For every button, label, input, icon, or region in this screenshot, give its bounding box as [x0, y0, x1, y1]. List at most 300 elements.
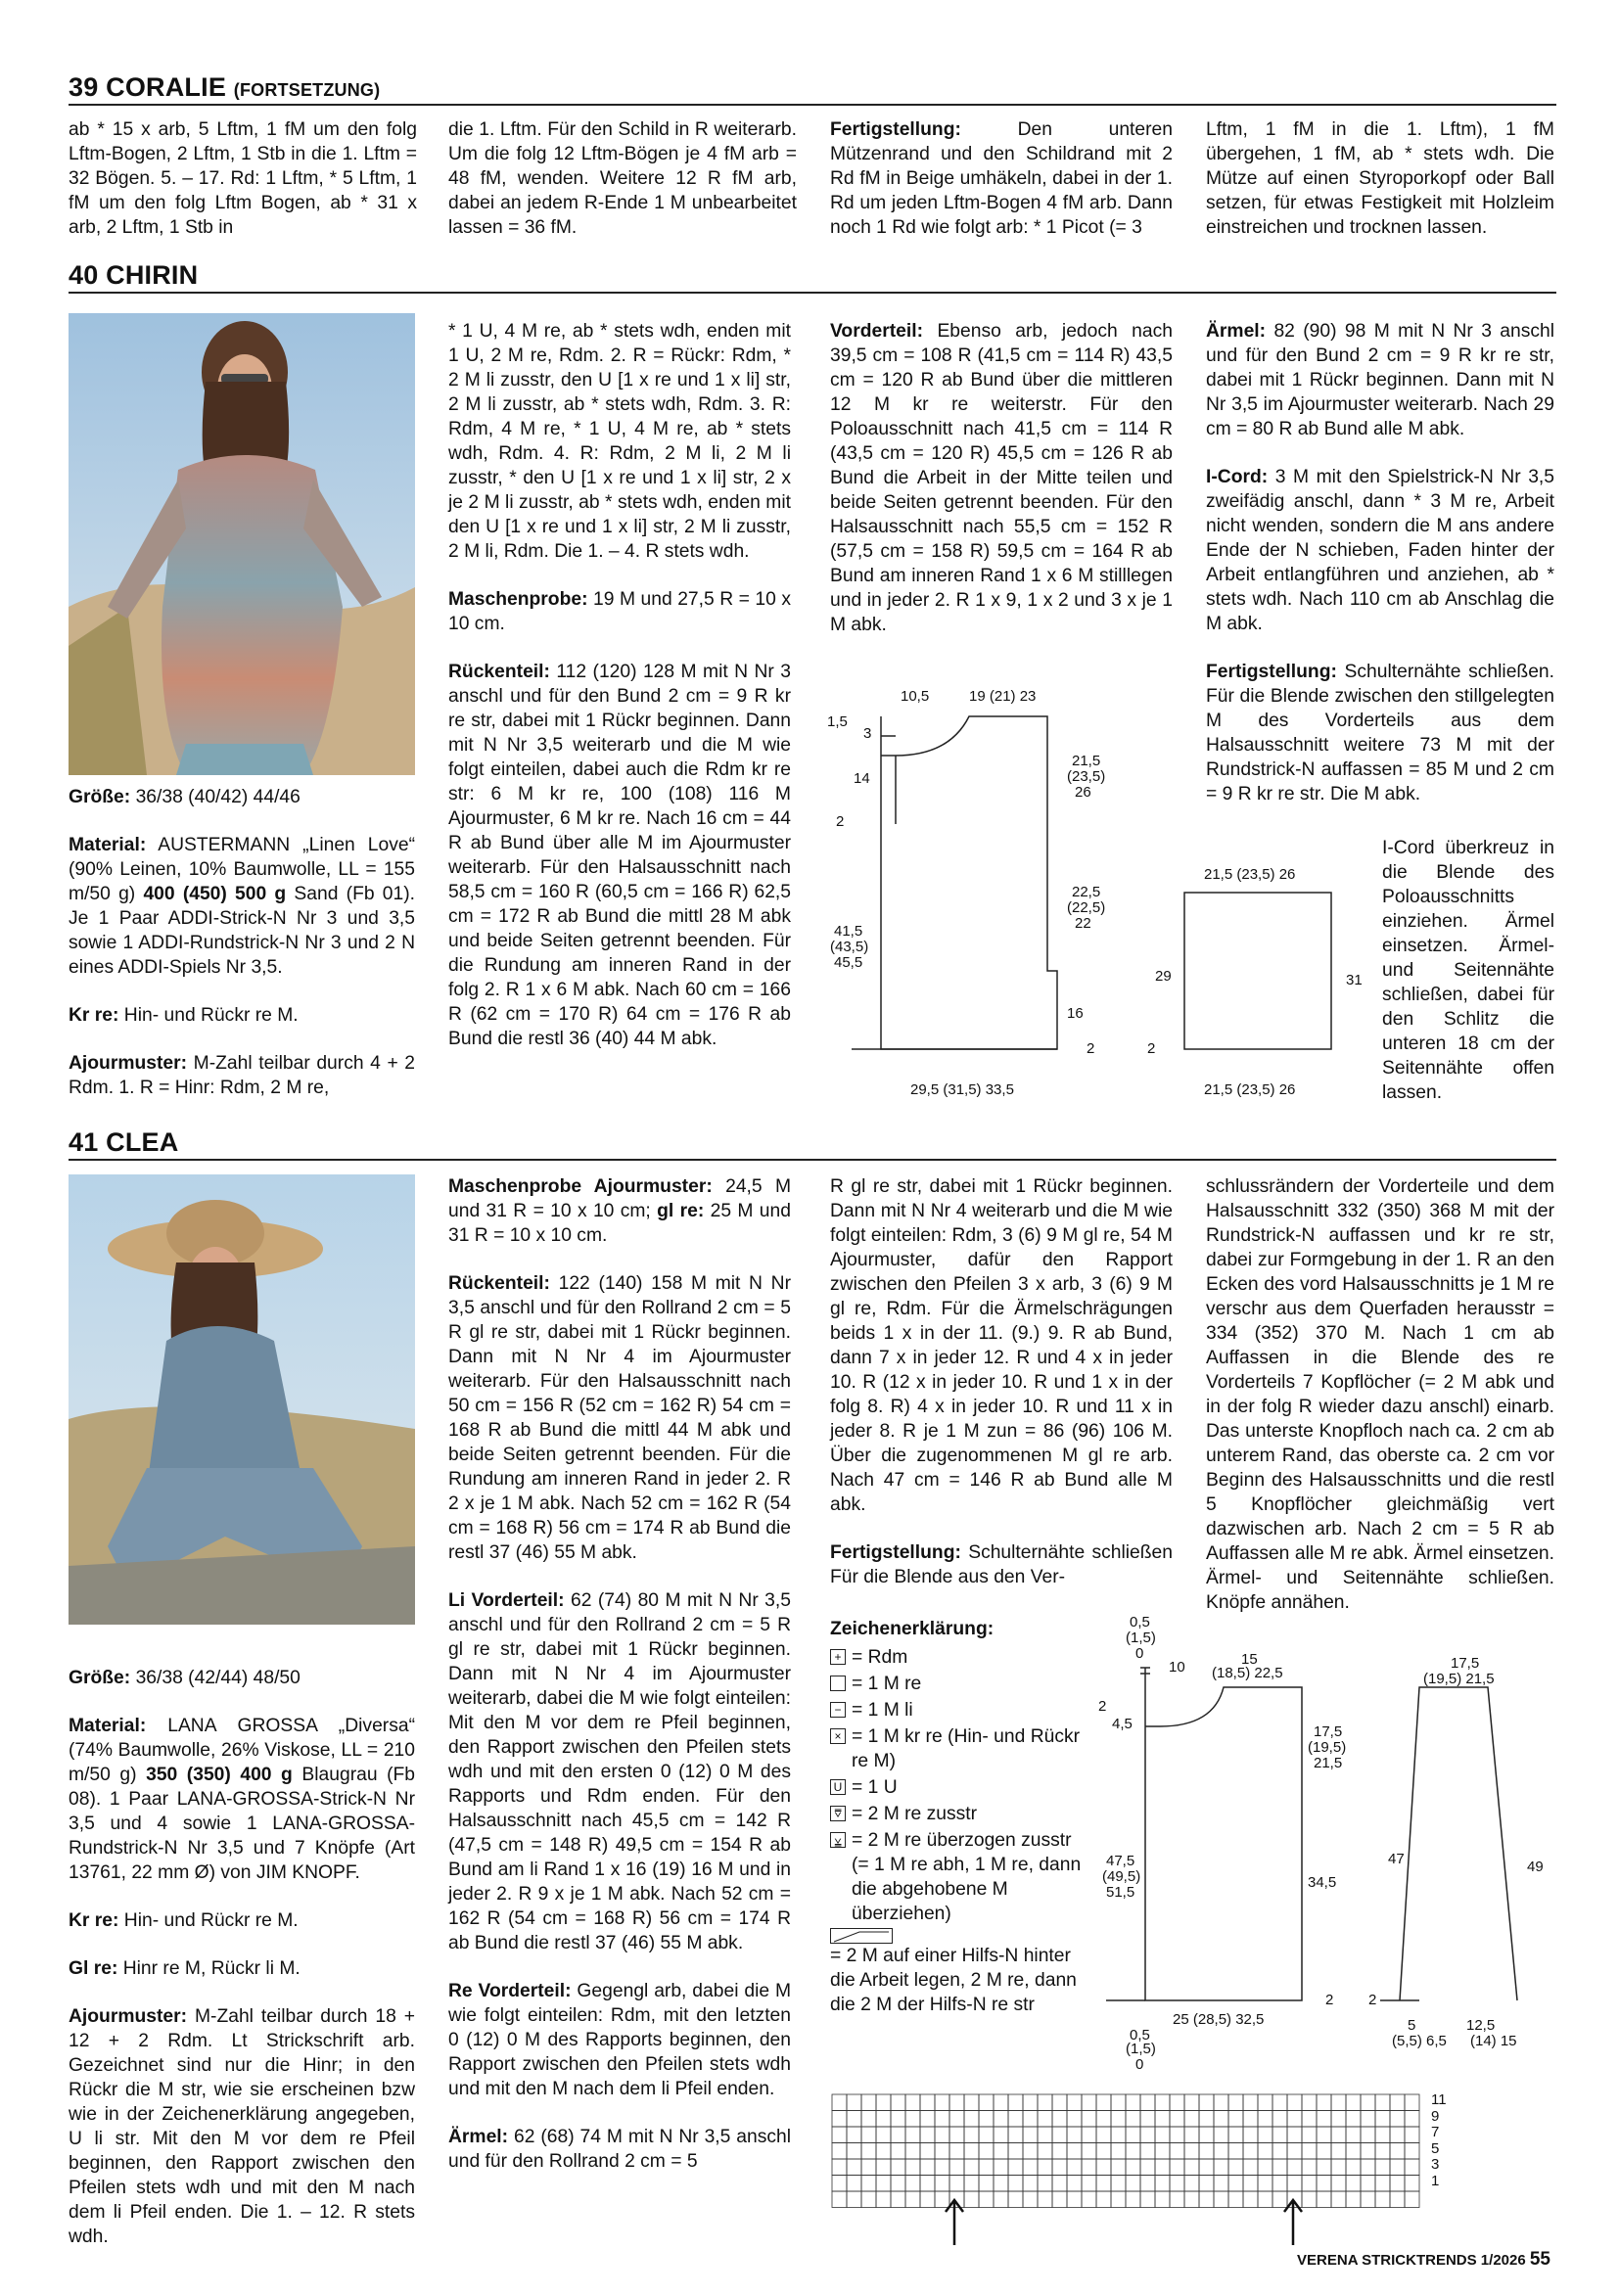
chart-cell [1346, 2127, 1361, 2143]
chart-cell [1023, 2094, 1038, 2111]
clea-specs: Größe: 36/38 (42/44) 48/50 Material: LANA GROSSA „Diversa“ (74% Baumwolle, 26% Viskose, LL = 210 m/50 g) 350 (350) 400 g Blaugrau (Fb 08). 1 Paar LANA-GROSSA-Strick-N Nr 3,5 und 4 sowie 1 LANA-GROSSA-Rundstrick-N Nr 3,5 und 7 Knöpfe (Art 13761, 22 mm Ø) von JIM KNOPF. Kr re: Hin- und Rückr re M. Gl re: Hinr re M, Rückr li M. Ajourmuster: M-Zahl teilbar durch 18 + 12 + 2 Rdm. Lt Strickschrift arb. Gezeichnet sind nur die Hinr; in den Rückr die M str, wie sie erscheinen bzw wie in der Zeichenerklärung angegeben, U li str. Mit den M vor dem re Pfeil beginnen, den Rapport zwischen den Pfeilen stets wdh und mit den M nach dem li Pfeil enden. Die 1. – 12. R stets wdh. [69, 1668, 416, 2247]
chart-cell [1375, 2094, 1390, 2111]
chart-cell [1126, 2094, 1140, 2111]
clea-col-3: R gl re str, dabei mit 1 Rückr beginnen. Dann mit N Nr 4 weiterarb und die M wie folgt einteilen: Rdm, 3 (6) 9 M gl re, 54 M Ajourmuster, dafür den Rapport zwischen den Pfeilen 3 x arb, 3 (6) 9 M gl re, Rdm. Für die Ärmelschrägungen beids 1 x in der 11. (9.) 9. R ab Bund, dann 7 x in jeder 12. R und 4 x in jeder 10. R (12 x in jeder 10. R und 1 x in der folg 8. R) 4 x in jeder 10. R und 11 x in jeder 8. R je 1 M zun = 86 (96) 106 M. Über die zugenommenen M gl re arb. Nach 47 cm = 146 R ab Bund alle M abk. Fertigstellung: Schulternähte schließen Für die Blende aus den Ver- [830, 1176, 1173, 1587]
svg-text:(5,5) 6,5: (5,5) 6,5 [1392, 2033, 1447, 2049]
chart-cell [994, 2111, 1008, 2128]
chart-cell [920, 2143, 935, 2160]
chart-cell [1170, 2127, 1184, 2143]
section-title-40: 40 CHIRIN [69, 260, 199, 290]
svg-text:(1,5): (1,5) [1126, 1630, 1156, 1646]
chart-cell [979, 2127, 994, 2143]
chart-cell [1375, 2127, 1390, 2143]
chart-cell [1214, 2111, 1228, 2128]
svg-text:(19,5) 21,5: (19,5) 21,5 [1423, 1671, 1495, 1687]
svg-text:19 (21) 23: 19 (21) 23 [969, 688, 1037, 705]
chart-cell [1258, 2127, 1272, 2143]
chart-cell [1405, 2143, 1419, 2160]
chart-cell [979, 2111, 994, 2128]
clea-col-2: Maschenprobe Ajourmuster: 24,5 M und 31 R = 10 x 10 cm; gl re: 25 M und 31 R = 10 x 10 cm. Rückenteil: 122 (140) 158 M mit N Nr 3,5 anschl und für den Rollrand 2 cm = 5 R gl re str, dabei mit 1 Rückr beginnen. Dann mit N Nr 4 im Ajourmuster weiterarb. Für den Halsausschnitt nach 50 cm = 156 R (52 cm = 162 R) 54 cm = 168 R ab Bund die mittl 44 M abk und beide Seiten getrennt beenden. Für die Rundung am inneren Rand in jeder 2. R 2 x je 1 M abk. Nach 52 cm = 162 R (54 cm = 168 R) 56 cm = 174 R ab Bund die restl 37 (46) 55 M abk. Li Vorderteil: 62 (74) 80 M mit N Nr 3,5 anschl und für den Rollrand 2 cm = 5 R gl re str, dabei mit 1 Rückr beginnen. Dann mit N Nr 4 im Ajourmuster weiterarb, dabei die M wie folgt einteilen: Mit den M vor dem re Pfeil beginnen, den Rapport zwischen den Pfeilen stets wdh und mit den ersten 0 (12) 0 M des Rapports und Rdm enden. Für den Halsausschnitt nach 45,5 cm = 142 R (47,5 cm = 148 R) 49,5 cm = 154 R ab Bund am li Rand 1 x 16 (19) 16 M und in jeder 2. R 9 x je 1 M abk. Nach 52 cm = 162 R (54 cm = 168 R) 56 cm = 174 R ab Bund die restl 37 (46) 55 M abk. Re Vorderteil: Gegengl arb, dabei die M wie folgt einteilen: Rdm, mit den letzten 0 (12) 0 M des Rapports beginnen, den Rapport zwischen den Pfeilen stets wdh und mit den M nach dem li Pfeil enden. Ärmel: 62 (68) 74 M mit N Nr 3,5 anschl und für den Rollrand 2 cm = 5 [448, 1176, 792, 2172]
chart-cell [1346, 2094, 1361, 2111]
chart-cell [1023, 2159, 1038, 2176]
chart-cell [1390, 2143, 1405, 2160]
chirin-schematic [822, 677, 1390, 1108]
chart-cell [949, 2094, 964, 2111]
chart-cell [1126, 2159, 1140, 2176]
svg-text:51,5: 51,5 [1106, 1884, 1135, 1901]
chart-cell [1243, 2191, 1258, 2208]
chart-cell [905, 2159, 920, 2176]
chart-cell [1126, 2191, 1140, 2208]
chart-cell [1199, 2143, 1214, 2160]
chart-cell [1126, 2176, 1140, 2192]
chart-cell [1111, 2111, 1126, 2128]
chart-cell [1052, 2111, 1067, 2128]
chart-cell [1287, 2127, 1302, 2143]
clea-photo [69, 1174, 415, 1625]
divider [69, 104, 1556, 106]
chart-row-numbers [1431, 2092, 1447, 2189]
legend-item-krre: × = 1 M kr re (Hin- und Rückr re M) [830, 1724, 1085, 1773]
chirin-col-4: Ärmel: 82 (90) 98 M mit N Nr 3 anschl und für den Bund 2 cm = 9 R kr re str, dabei mit 1 Rückr beginnen. Dann mit N Nr 3,5 im Ajourmuster weiterarb. Nach 29 cm = 80 R ab Bund alle M abk. I-Cord: 3 M mit den Spielstrick-N Nr 3,5 zweifädig anschl, dann * 3 M re, Arbeit nicht wenden, sondern die M ans andere Ende der N schieben, Faden hinter der Arbeit entlangführen und anziehen, ab * stets wdh. Nach 110 cm ab Anschlag die M abk. Fertigstellung: Schulternähte schließen. Für die Blende zwischen den stillgelegten M des Vorderteils aus dem Halsausschnitt weitere 73 M mit der Rundstrick-N auffassen = 85 M und 2 cm = 9 R kr re str. Die M abk. [1206, 321, 1555, 804]
chart-cell [1243, 2111, 1258, 2128]
svg-text:29,5 (31,5) 33,5: 29,5 (31,5) 33,5 [910, 1081, 1014, 1098]
chart-cell [1008, 2111, 1023, 2128]
chart-cell [876, 2111, 891, 2128]
chart-cell [1258, 2143, 1272, 2160]
chart-cell [1317, 2094, 1331, 2111]
coralie-col-4: Lftm, 1 fM in die 1. Lftm), 1 fM übergehen, 1 fM, ab * stets wdh. Die Mütze auf einen Styroporkopf oder Ball setzen, für etwas Festigkeit mit Holzleim einstreichen und trocknen lassen. [1206, 119, 1554, 238]
chart-cell [1038, 2127, 1052, 2143]
magazine-name: VERENA STRICKTRENDS 1/2026 [1297, 2252, 1526, 2269]
chart-cell [1302, 2094, 1317, 2111]
chirin-photo [69, 313, 415, 775]
svg-text:22,5: 22,5 [1072, 884, 1101, 900]
svg-text:16: 16 [1067, 1005, 1084, 1022]
divider [69, 292, 1556, 294]
chart-cell [1287, 2159, 1302, 2176]
chart-cell [1199, 2127, 1214, 2143]
chart-cell [1287, 2094, 1302, 2111]
chart-cell [935, 2176, 949, 2192]
chart-cell [1155, 2094, 1170, 2111]
chart-cell [935, 2111, 949, 2128]
svg-text:(43,5): (43,5) [830, 939, 869, 955]
chart-cell [1170, 2191, 1184, 2208]
chart-cell [861, 2159, 876, 2176]
chart-cell [1155, 2127, 1170, 2143]
chart-cell [891, 2191, 905, 2208]
cable-symbol-icon [830, 1928, 893, 1944]
chart-cell [1184, 2143, 1199, 2160]
chart-cell [1361, 2111, 1375, 2128]
svg-text:22: 22 [1075, 915, 1091, 932]
svg-text:25 (28,5) 32,5: 25 (28,5) 32,5 [1173, 2011, 1265, 2028]
chart-cell [964, 2111, 979, 2128]
chart-cell [1111, 2143, 1126, 2160]
chart-cell [1067, 2111, 1082, 2128]
svg-text:21,5: 21,5 [1072, 753, 1101, 769]
chart-cell [1331, 2143, 1346, 2160]
svg-text:2: 2 [1368, 1992, 1377, 2008]
chart-cell [1331, 2094, 1346, 2111]
chart-cell [1126, 2111, 1140, 2128]
chart-cell [1184, 2159, 1199, 2176]
coralie-col-3: Fertigstellung: Den unteren Mützenrand und den Schildrand mit 2 Rd fM in Beige umhäkeln, dabei in der 1. Rd um jeden Lftm-Bogen 4 fM arb. Dann noch 1 Rd wie folgt arb: * 1 Picot (= 3 [830, 119, 1174, 238]
clea-schematic [1087, 1609, 1556, 2073]
chart-cell [1214, 2127, 1228, 2143]
chart-cell [847, 2111, 861, 2128]
svg-text:2: 2 [836, 813, 845, 830]
chart-cell [1140, 2111, 1155, 2128]
chart-cell [1155, 2191, 1170, 2208]
svg-text:4,5: 4,5 [1112, 1716, 1133, 1732]
chart-cell [1287, 2111, 1302, 2128]
chart-cell [1214, 2159, 1228, 2176]
chart-cell [1214, 2191, 1228, 2208]
svg-text:12,5: 12,5 [1466, 2017, 1496, 2034]
svg-text:34,5: 34,5 [1308, 1874, 1337, 1891]
svg-text:2: 2 [1098, 1698, 1107, 1715]
chart-cell [964, 2176, 979, 2192]
chart-cell [1199, 2159, 1214, 2176]
chart-cell [979, 2191, 994, 2208]
chart-cell [1023, 2143, 1038, 2160]
chart-cell [1155, 2143, 1170, 2160]
chart-cell [1346, 2143, 1361, 2160]
chart-cell [994, 2176, 1008, 2192]
chart-cell [1140, 2176, 1155, 2192]
chart-cell [1170, 2143, 1184, 2160]
chirin-col-4b: I-Cord überkreuz in die Blende des Poloausschnitts einziehen. Ärmel einsetzen. Ärmel- und Seitennähte schließen, dabei für den Schlitz die unteren 18 cm der Seitennähte offen lassen. [1382, 838, 1554, 1103]
legend-item-u: U = 1 U [830, 1775, 1085, 1800]
chart-cell [1038, 2111, 1052, 2128]
chart-cell [994, 2159, 1008, 2176]
chart-cell [1140, 2159, 1155, 2176]
chart-cell [1390, 2111, 1405, 2128]
chart-cell [1272, 2176, 1287, 2192]
section-title-41: 41 CLEA [69, 1127, 179, 1157]
chart-cell [1067, 2191, 1082, 2208]
chart-cell [1008, 2094, 1023, 2111]
chart-cell [1258, 2159, 1272, 2176]
page-number: 55 [1529, 2249, 1550, 2270]
svg-text:26: 26 [1075, 784, 1091, 801]
chart-cell [1405, 2159, 1419, 2176]
chart-cell [1199, 2176, 1214, 2192]
chart-cell [1272, 2127, 1287, 2143]
chart-cell [1390, 2176, 1405, 2192]
chart-cell [949, 2111, 964, 2128]
chart-cell [920, 2127, 935, 2143]
chart-cell [1302, 2159, 1317, 2176]
svg-text:5: 5 [1408, 2017, 1416, 2034]
chart-cell [1375, 2143, 1390, 2160]
chart-cell [1390, 2127, 1405, 2143]
chart-cell [1405, 2191, 1419, 2208]
svg-text:2: 2 [1325, 1992, 1334, 2008]
chart-cell [1375, 2191, 1390, 2208]
chart-cell [1302, 2111, 1317, 2128]
divider [69, 1159, 1556, 1161]
chart-cell [876, 2176, 891, 2192]
chart-cell [1346, 2159, 1361, 2176]
chart-cell [891, 2143, 905, 2160]
chart-cell [1331, 2191, 1346, 2208]
chart-cell [1067, 2176, 1082, 2192]
chart-cell [1346, 2191, 1361, 2208]
row-number: 1 [1431, 2172, 1440, 2189]
legend-item-li: − = 1 M li [830, 1698, 1085, 1722]
chart-cell [1008, 2127, 1023, 2143]
chart-cell [1214, 2176, 1228, 2192]
chart-cell [1008, 2159, 1023, 2176]
chart-cell [1140, 2094, 1155, 2111]
chart-cell [979, 2176, 994, 2192]
chart-cell [1243, 2094, 1258, 2111]
chart-cell [1317, 2127, 1331, 2143]
chart-cell [1199, 2111, 1214, 2128]
chart-cell [1228, 2094, 1243, 2111]
svg-text:49: 49 [1527, 1859, 1544, 1875]
chart-cell [1258, 2176, 1272, 2192]
svg-text:41,5: 41,5 [834, 923, 863, 940]
chart-cell [1228, 2176, 1243, 2192]
chart-cell [1243, 2127, 1258, 2143]
chart-cell [1052, 2191, 1067, 2208]
section-title-39: 39 CORALIE (FORTSETZUNG) [69, 72, 381, 102]
chart-cell [1184, 2111, 1199, 2128]
chart-cell [861, 2191, 876, 2208]
chart-cell [1405, 2176, 1419, 2192]
chart-cell [1067, 2143, 1082, 2160]
chart-cell [949, 2159, 964, 2176]
chart-cell [876, 2191, 891, 2208]
chart-cell [1008, 2191, 1023, 2208]
chart-cell [832, 2127, 847, 2143]
chart-cell [1405, 2111, 1419, 2128]
chart-cell [1038, 2143, 1052, 2160]
chirin-specs: Größe: 36/38 (40/42) 44/46 Material: AUSTERMANN „Linen Love“ (90% Leinen, 10% Baumwolle, LL = 155 m/50 g) 400 (450) 500 g Sand (Fb 01). Je 1 Paar ADDI-Strick-N Nr 3 und 3,5 sowie 1 ADDI-Rundstrick-N Nr 3 und 2 N eines ADDI-Spiels Nr 3,5. Kr re: Hin- und Rückr re M. Ajourmuster: M-Zahl teilbar durch 4 + 2 Rdm. 1. R = Hinr: Rdm, 2 M re, [69, 787, 416, 1098]
chart-cell [1361, 2159, 1375, 2176]
chart-cell [832, 2111, 847, 2128]
chart-cell [1184, 2094, 1199, 2111]
legend-item-re: = 1 M re [830, 1672, 1085, 1696]
chart-cell [1272, 2159, 1287, 2176]
svg-text:(1,5): (1,5) [1126, 2041, 1156, 2057]
svg-text:2: 2 [1087, 1040, 1095, 1057]
chart-cell [949, 2176, 964, 2192]
chart-cell [1038, 2176, 1052, 2192]
chart-cell [1170, 2094, 1184, 2111]
svg-text:15: 15 [1241, 1651, 1258, 1668]
chart-cell [949, 2127, 964, 2143]
chart-cell [905, 2127, 920, 2143]
chart-cell [1155, 2176, 1170, 2192]
legend-item-ueberzogen: ⩣ = 2 M re überzogen zusstr (= 1 M re abh, 1 M re, dann die abgehobene M überziehen) [830, 1828, 1085, 1926]
chart-cell [1258, 2111, 1272, 2128]
svg-text:0,5: 0,5 [1130, 1614, 1150, 1630]
svg-text:21,5: 21,5 [1314, 1755, 1343, 1771]
chart-cell [1126, 2127, 1140, 2143]
chart-cell [1096, 2111, 1111, 2128]
chart-cell [1111, 2176, 1126, 2192]
chart-cell [1272, 2143, 1287, 2160]
chart-cell [1140, 2127, 1155, 2143]
row-number: 3 [1431, 2156, 1440, 2173]
chart-cell [891, 2176, 905, 2192]
chart-cell [935, 2127, 949, 2143]
chart-cell [1243, 2159, 1258, 2176]
chirin-col-2: * 1 U, 4 M re, ab * stets wdh, enden mit 1 U, 2 M re, Rdm. 2. R = Rückr: Rdm, * 2 M li zusstr, den U [1 x re und 1 x li] str, 2 M li zusstr, ab * stets wdh, Rdm. 3. R: Rdm, 4 M re, * 1 U, 4 M re, ab * stets wdh, Rdm. 4. R: Rdm, 2 M li, 2 M li zusstr, * den U [1 x re und 1 x li] str, 2 x je 2 M li zusstr, ab * stets wdh, enden mit den U [1 x re und 1 x li] str, 2 M li zusstr, 2 M li, Rdm. Die 1. – 4. R stets wdh. Maschenprobe: 19 M und 27,5 R = 10 x 10 cm. Rückenteil: 112 (120) 128 M mit N Nr 3 anschl und für den Bund 2 cm = 9 R kr re str, dabei mit 1 Rückr beginnen. Dann mit N Nr 3,5 weiterarb und die M wie folgt einteilen, dabei auch die Rdm kr re str: 6 M kr re, 100 (108) 116 M Ajourmuster, 6 M kr re. Nach 16 cm = 44 R ab Bund über alle M im Ajourmuster weiterarb. Für den Halsausschnitt nach 58,5 cm = 160 R (60,5 cm = 166 R) 62,5 cm = 172 R ab Bund die mittl 28 M abk und beide Seiten getrennt beenden. Für die Rundung am inneren Rand in der folg 2. R 1 x 6 M abk. Nach 60 cm = 166 R (62 cm = 170 R) 64 cm = 176 R ab Bund die restl 36 (40) 44 M abk. [448, 321, 792, 1049]
clea-knit-chart [830, 2092, 1427, 2215]
chart-cell [1096, 2176, 1111, 2192]
chart-cell [891, 2111, 905, 2128]
chart-cell [1228, 2143, 1243, 2160]
svg-text:47: 47 [1388, 1851, 1405, 1867]
chirin-col-3: Vorderteil: Ebenso arb, jedoch nach 39,5 cm = 108 R (41,5 cm = 114 R) 43,5 cm = 120 R ab Bund über die mittleren 12 M kr re weiterstr. Für den Poloausschnitt nach 41,5 cm = 114 R (43,5 cm = 120 R) 45,5 cm = 126 R ab Bund die Arbeit in der Mitte teilen und beide Seiten getrennt beenden. Für den Halsausschnitt nach 55,5 cm = 152 R (57,5 cm = 158 R) 59,5 cm = 164 R ab Bund am inneren Rand 1 x 6 M stilllegen und in jeder 2. R 1 x 9, 1 x 2 und 3 x je 1 M abk. [830, 321, 1173, 635]
chart-cell [1331, 2176, 1346, 2192]
chart-cell [1228, 2127, 1243, 2143]
chart-cell [1170, 2111, 1184, 2128]
chart-cell [1346, 2111, 1361, 2128]
chart-cell [935, 2094, 949, 2111]
chart-cell [1405, 2094, 1419, 2111]
chart-cell [1228, 2111, 1243, 2128]
chart-cell [1375, 2111, 1390, 2128]
chart-cell [1258, 2094, 1272, 2111]
svg-text:(14) 15: (14) 15 [1470, 2033, 1517, 2049]
chart-cell [1317, 2176, 1331, 2192]
chart-cell [1082, 2094, 1096, 2111]
chart-cell [964, 2159, 979, 2176]
chart-cell [994, 2191, 1008, 2208]
chart-cell [1096, 2143, 1111, 2160]
chart-cell [1052, 2176, 1067, 2192]
chart-cell [1317, 2191, 1331, 2208]
chart-cell [1067, 2127, 1082, 2143]
chart-cell [891, 2094, 905, 2111]
chart-cell [876, 2094, 891, 2111]
chart-cell [1155, 2111, 1170, 2128]
chart-cell [891, 2159, 905, 2176]
chart-cell [1008, 2143, 1023, 2160]
chart-cell [1111, 2191, 1126, 2208]
chart-cell [1082, 2176, 1096, 2192]
row-number: 9 [1431, 2107, 1440, 2125]
chart-cell [1038, 2191, 1052, 2208]
chart-cell [1361, 2143, 1375, 2160]
chart-cell [847, 2143, 861, 2160]
chart-cell [1317, 2159, 1331, 2176]
chart-arrow-up-icon [1278, 2196, 1308, 2245]
chart-cell [876, 2159, 891, 2176]
chart-cell [1140, 2191, 1155, 2208]
chart-cell [1052, 2094, 1067, 2111]
chart-cell [979, 2094, 994, 2111]
svg-text:47,5: 47,5 [1106, 1853, 1135, 1869]
legend-title: Zeichenerklärung: [830, 1619, 995, 1639]
chart-cell [1082, 2127, 1096, 2143]
chart-cell [861, 2127, 876, 2143]
chart-cell [920, 2111, 935, 2128]
svg-text:2: 2 [1147, 1040, 1156, 1057]
svg-text:29: 29 [1155, 968, 1172, 985]
svg-text:10: 10 [1169, 1659, 1185, 1676]
chart-cell [1052, 2127, 1067, 2143]
chart-cell [964, 2127, 979, 2143]
chart-cell [1302, 2176, 1317, 2192]
chart-cell [1287, 2176, 1302, 2192]
chart-cell [1082, 2111, 1096, 2128]
chart-cell [832, 2143, 847, 2160]
chart-cell [964, 2094, 979, 2111]
chart-cell [1346, 2176, 1361, 2192]
chart-cell [847, 2127, 861, 2143]
legend-item-zusstr: ⩢ = 2 M re zusstr [830, 1802, 1085, 1826]
chart-cell [994, 2094, 1008, 2111]
row-number: 11 [1431, 2091, 1447, 2108]
chart-cell [876, 2143, 891, 2160]
chart-cell [1243, 2143, 1258, 2160]
chart-cell [1405, 2127, 1419, 2143]
chart-cell [1126, 2143, 1140, 2160]
chart-cell [979, 2159, 994, 2176]
chart-cell [1184, 2176, 1199, 2192]
row-number: 5 [1431, 2139, 1440, 2157]
chart-cell [1096, 2094, 1111, 2111]
chart-cell [1214, 2143, 1228, 2160]
chart-cell [1008, 2176, 1023, 2192]
svg-text:14: 14 [854, 770, 870, 787]
chart-cell [920, 2094, 935, 2111]
chart-cell [832, 2094, 847, 2111]
chart-cell [1067, 2094, 1082, 2111]
chart-cell [1361, 2094, 1375, 2111]
chart-cell [979, 2143, 994, 2160]
chart-cell [1375, 2176, 1390, 2192]
chart-cell [1361, 2127, 1375, 2143]
chart-cell [1184, 2191, 1199, 2208]
chart-cell [891, 2127, 905, 2143]
chart-cell [1023, 2127, 1038, 2143]
chart-cell [905, 2094, 920, 2111]
chart-cell [1023, 2111, 1038, 2128]
knit-chart-grid [830, 2092, 1427, 2210]
chart-cell [832, 2159, 847, 2176]
chart-cell [1331, 2159, 1346, 2176]
chart-cell [920, 2176, 935, 2192]
chart-cell [994, 2143, 1008, 2160]
chart-cell [1082, 2191, 1096, 2208]
svg-text:31: 31 [1346, 972, 1363, 988]
chart-cell [1228, 2159, 1243, 2176]
chart-cell [1272, 2111, 1287, 2128]
chart-cell [1317, 2111, 1331, 2128]
chart-cell [861, 2111, 876, 2128]
svg-text:(22,5): (22,5) [1067, 899, 1106, 916]
chart-cell [1243, 2176, 1258, 2192]
chart-cell [1140, 2143, 1155, 2160]
chart-cell [1331, 2127, 1346, 2143]
chart-cell [1302, 2127, 1317, 2143]
chart-cell [1390, 2159, 1405, 2176]
chart-cell [920, 2159, 935, 2176]
chart-cell [832, 2176, 847, 2192]
svg-text:1,5: 1,5 [827, 713, 848, 730]
chart-cell [905, 2191, 920, 2208]
svg-text:3: 3 [863, 725, 872, 742]
